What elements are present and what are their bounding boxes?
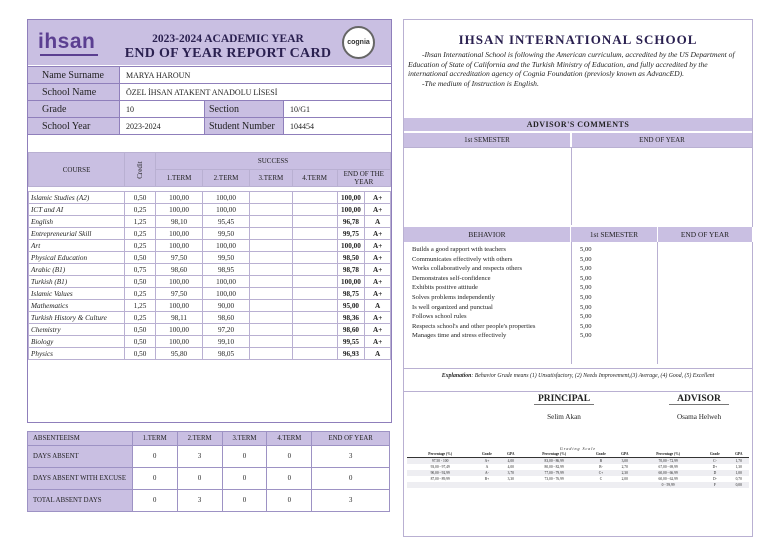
behavior-list [404, 246, 752, 342]
course-credit: 0,50 [125, 336, 156, 348]
attendance-cell: 0 [177, 468, 222, 490]
course-name: Chemistry [29, 324, 125, 336]
term1-header: 1.TERM [156, 170, 203, 187]
scale-cell: 4,00 [507, 465, 514, 469]
report-card-title: END OF YEAR REPORT CARD [124, 46, 332, 61]
course-term2: 100,00 [203, 276, 250, 288]
year-value: 2023-2024 [126, 121, 161, 131]
course-term2: 98,05 [203, 348, 250, 360]
course-term1: 100,00 [156, 276, 203, 288]
academic-year-title: 2023-2024 ACADEMIC YEAR [152, 33, 304, 45]
scale-cell: 1,30 [735, 465, 742, 469]
course-credit: 0,50 [125, 192, 156, 204]
scale-cell: 2,70 [621, 465, 628, 469]
course-row [29, 216, 391, 228]
course-row [29, 264, 391, 276]
course-term3 [250, 252, 293, 264]
attendance-row-label: DAYS ABSENT WITH EXCUSE [28, 468, 133, 490]
behavior-text: Exhibits positive attitude [412, 284, 478, 292]
school-label: School Name [28, 84, 120, 100]
behavior-score: 5,00 [580, 255, 592, 263]
att-term2-header: 2.TERM [177, 432, 222, 446]
course-row [29, 348, 391, 360]
course-letter: A+ [365, 240, 391, 252]
scale-cell: 87,00 - 89,99 [430, 477, 450, 481]
name-value: MARYA HAROUN [126, 70, 191, 80]
course-letter: A+ [365, 204, 391, 216]
course-term2: 97,20 [203, 324, 250, 336]
course-term2: 90,00 [203, 300, 250, 312]
report-card [27, 19, 392, 423]
course-term2: 99,10 [203, 336, 250, 348]
course-average: 99,75 [337, 228, 365, 240]
scale-cell [521, 482, 587, 488]
course-term3 [250, 276, 293, 288]
attendance-cell: 3 [177, 446, 222, 468]
behavior-row [404, 265, 752, 275]
course-term2: 100,00 [203, 204, 250, 216]
semester-header-row [404, 133, 752, 147]
behavior-score: 5,00 [580, 293, 592, 301]
course-term4 [292, 240, 337, 252]
course-name: Islamic Studies (A2) [29, 192, 125, 204]
comments-box [404, 147, 752, 225]
attendance-row-label: DAYS ABSENT [28, 446, 133, 468]
scale-cell: B [587, 458, 614, 465]
att-end-header: END OF YEAR [312, 432, 390, 446]
course-name: Islamic Values [29, 288, 125, 300]
scale-cell: D [701, 470, 728, 476]
course-term3 [250, 312, 293, 324]
course-term2: 100,00 [203, 192, 250, 204]
course-average: 100,00 [337, 276, 365, 288]
behavior-score: 5,00 [580, 332, 592, 340]
course-term3 [250, 216, 293, 228]
course-credit: 0,25 [125, 204, 156, 216]
scale-cell: 97.50 - 100 [407, 458, 473, 465]
attendance-cell: 0 [222, 446, 267, 468]
scale-header: GPA [729, 451, 749, 458]
course-average: 100,00 [337, 192, 365, 204]
scale-cell: A+ [473, 458, 500, 465]
scale-cell: 0,70 [735, 477, 742, 481]
scale-cell: D+ [712, 465, 718, 469]
course-credit: 0,50 [125, 348, 156, 360]
course-header: COURSE [29, 153, 125, 187]
course-term2: 98,95 [203, 264, 250, 276]
behavior-row [404, 313, 752, 323]
course-term1: 95,80 [156, 348, 203, 360]
name-label: Name Surname [28, 67, 120, 83]
scale-cell: 4,00 [501, 458, 521, 465]
behavior-row [404, 304, 752, 314]
course-average: 98,75 [337, 288, 365, 300]
end-year-header: END OF THE YEAR [337, 170, 390, 187]
scale-cell: 3,70 [501, 470, 521, 476]
course-letter: A+ [365, 192, 391, 204]
course-term3 [250, 204, 293, 216]
student-number-label: Student Number [204, 118, 284, 134]
attendance-row [28, 468, 390, 490]
section-value: 10/G1 [290, 104, 310, 114]
report-header [28, 20, 391, 65]
course-letter: A [365, 300, 391, 312]
course-average: 100,00 [337, 204, 365, 216]
scale-cell: 60,00 - 66,99 [635, 470, 701, 476]
success-header: SUCCESS [156, 153, 391, 170]
course-term2: 100,00 [203, 240, 250, 252]
course-name: Art [29, 240, 125, 252]
behavior-row [404, 284, 752, 294]
year-label: School Year [28, 118, 120, 134]
course-credit: 0,25 [125, 312, 156, 324]
advisor-title: ADVISOR [669, 394, 729, 405]
course-name: ICT and AI [29, 204, 125, 216]
course-row [29, 276, 391, 288]
course-credit: 0,75 [125, 264, 156, 276]
course-row [29, 192, 391, 204]
term2-header: 2.TERM [203, 170, 250, 187]
course-term1: 100,00 [156, 324, 203, 336]
grade-value: 10 [126, 104, 134, 114]
course-average: 100,00 [337, 240, 365, 252]
behavior-text: Works collaboratively and respects others [412, 265, 523, 273]
course-term1: 98,11 [156, 312, 203, 324]
scale-cell: 2,00 [621, 477, 628, 481]
course-row [29, 288, 391, 300]
scale-cell: C- [701, 458, 728, 465]
attendance-table [27, 431, 390, 512]
credit-header: Credit [125, 153, 156, 187]
behavior-sem1-header: 1st SEMESTER [571, 227, 658, 242]
attendance-cell: 0 [222, 468, 267, 490]
scale-cell: C [599, 477, 603, 481]
logo-underline [40, 54, 98, 56]
course-letter: A [365, 216, 391, 228]
course-average: 98,78 [337, 264, 365, 276]
course-term4 [292, 348, 337, 360]
behavior-text: Demonstrates self-confidence [412, 274, 491, 282]
student-number-value: 104454 [290, 121, 314, 131]
attendance-cell: 0 [132, 446, 177, 468]
course-name: Arabic (B1) [29, 264, 125, 276]
att-term1-header: 1.TERM [132, 432, 177, 446]
course-term4 [292, 336, 337, 348]
scale-cell: 0 - 59,99 [635, 482, 701, 488]
course-credit: 0,50 [125, 252, 156, 264]
behavior-text: Manages time and stress effectively [412, 332, 507, 340]
scale-cell [501, 482, 521, 488]
behavior-text: Communicates effectively with others [412, 255, 513, 263]
term4-header: 4.TERM [292, 170, 337, 187]
scale-cell: 93,00 - 97,49 [430, 465, 450, 469]
course-letter: A+ [365, 312, 391, 324]
course-term3 [250, 324, 293, 336]
signature-block [403, 391, 753, 537]
attendance-cell: 0 [267, 468, 312, 490]
course-credit: 1,25 [125, 216, 156, 228]
course-term3 [250, 228, 293, 240]
school-description [408, 50, 748, 88]
attendance-cell: 0 [267, 446, 312, 468]
behavior-score: 5,00 [580, 284, 592, 292]
behavior-score: 5,00 [580, 246, 592, 253]
attendance-cell: 3 [177, 490, 222, 512]
scale-cell: A- [473, 470, 500, 476]
school-value: ÖZEL İHSAN ATAKENT ANADOLU LİSESİ [126, 87, 278, 97]
scale-cell [407, 482, 473, 488]
grading-scale-table [407, 451, 749, 488]
course-credit: 0,25 [125, 240, 156, 252]
attendance-cell: 0 [222, 490, 267, 512]
scale-cell: 67,00 - 69,99 [658, 465, 678, 469]
course-letter: A+ [365, 276, 391, 288]
behavior-header-row [404, 227, 752, 242]
year-row [28, 117, 391, 135]
course-term3 [250, 336, 293, 348]
behavior-score: 5,00 [580, 322, 592, 330]
course-row [29, 228, 391, 240]
behavior-row [404, 246, 752, 256]
scale-cell: 90,00 - 92,99 [407, 470, 473, 476]
scale-cell [473, 482, 500, 488]
advisor-comments-header: ADVISOR'S COMMENTS [404, 118, 752, 131]
course-term4 [292, 228, 337, 240]
course-term1: 98,60 [156, 264, 203, 276]
behavior-row [404, 323, 752, 333]
course-term3 [250, 348, 293, 360]
behavior-score: 5,00 [580, 265, 592, 273]
course-letter: A+ [365, 228, 391, 240]
section-label: Section [204, 101, 284, 117]
scale-cell: 73,00 - 76,99 [544, 477, 564, 481]
course-term1: 100,00 [156, 228, 203, 240]
scale-cell: B- [599, 465, 603, 469]
course-name: Biology [29, 336, 125, 348]
course-term2: 95,45 [203, 216, 250, 228]
ihsan-logo: ihsan [38, 30, 96, 53]
attendance-cell: 3 [312, 446, 390, 468]
course-name: English [29, 216, 125, 228]
scale-cell: 83,00 - 86,99 [521, 458, 587, 465]
behavior-row [404, 256, 752, 266]
scale-cell: 3,30 [507, 477, 514, 481]
scale-cell: 70,00 - 72,99 [635, 458, 701, 465]
absenteeism-header: ABSENTEEISM [28, 432, 133, 446]
course-average: 98,60 [337, 324, 365, 336]
course-name: Turkish (B1) [29, 276, 125, 288]
scale-cell: B+ [484, 477, 490, 481]
attendance-cell: 0 [312, 468, 390, 490]
behavior-text: Follows school rules [412, 313, 467, 321]
course-term4 [292, 252, 337, 264]
att-term3-header: 3.TERM [222, 432, 267, 446]
course-term4 [292, 192, 337, 204]
course-credit: 0,25 [125, 228, 156, 240]
course-credit: 0,50 [125, 324, 156, 336]
course-name: Turkish History & Culture [29, 312, 125, 324]
attendance-row [28, 446, 390, 468]
scale-header: Grade [701, 451, 728, 458]
course-term3 [250, 264, 293, 276]
term3-header: 3.TERM [250, 170, 293, 187]
medium-of-instruction-text: -The medium of Instruction is English. [422, 78, 539, 88]
scale-cell: 2,30 [615, 470, 635, 476]
behavior-text: Solves problems independently [412, 293, 495, 301]
course-term1: 100,00 [156, 300, 203, 312]
course-average: 95,00 [337, 300, 365, 312]
course-term4 [292, 276, 337, 288]
scale-cell: D- [713, 477, 717, 481]
accreditation-text: -Ihsan International School is following the American curriculum, accredited by the US Department of Education of State of California and the Turkish Ministry of Education, and fully accredited by the international accreditation agency of Cognia Foundation (previosly known as AdvancED). [408, 50, 735, 78]
behavior-row [404, 294, 752, 304]
grades-table [28, 152, 391, 360]
course-average: 96,93 [337, 348, 365, 360]
scale-cell: F [701, 482, 728, 488]
course-term1: 98,10 [156, 216, 203, 228]
course-letter: A+ [365, 252, 391, 264]
course-term2: 99,50 [203, 228, 250, 240]
course-credit: 0,50 [125, 276, 156, 288]
explanation-text: : Behavior Grade means (1) Unsatisfactory, (2) Needs Improvement,(3) Average, (4) Good, (5) Excellent [471, 373, 715, 379]
course-row [29, 204, 391, 216]
course-term1: 100,00 [156, 336, 203, 348]
course-term4 [292, 216, 337, 228]
behavior-row [404, 275, 752, 285]
scale-cell: C+ [587, 470, 614, 476]
attendance-row [28, 490, 390, 512]
course-term1: 97,50 [156, 288, 203, 300]
course-letter: A+ [365, 264, 391, 276]
course-row [29, 324, 391, 336]
course-term4 [292, 264, 337, 276]
scale-row [407, 482, 749, 488]
behavior-header: BEHAVIOR [404, 227, 571, 242]
course-term3 [250, 300, 293, 312]
scale-cell: 0,00 [729, 482, 749, 488]
course-term2: 98,60 [203, 312, 250, 324]
grade-row [28, 100, 391, 117]
school-row [28, 83, 391, 100]
scale-header: Percentage (%) [635, 451, 701, 458]
grading-scale-title: Grading Scale [559, 446, 597, 451]
course-name: Entrepreneurial Skill [29, 228, 125, 240]
behavior-end-header: END OF YEAR [658, 227, 753, 242]
behavior-text: Is well organized and punctual [412, 303, 493, 311]
course-term3 [250, 192, 293, 204]
course-term4 [292, 204, 337, 216]
advisor-name: Osama Helweh [676, 413, 722, 421]
scale-cell: 60,00 - 62,99 [658, 477, 678, 481]
behavior-score: 5,00 [580, 313, 592, 321]
behavior-text: Builds a good rapport with teachers [412, 246, 506, 253]
behavior-text: Respects school's and other people's properties [412, 322, 536, 330]
course-letter: A+ [365, 288, 391, 300]
course-credit: 0,25 [125, 288, 156, 300]
course-term4 [292, 288, 337, 300]
behavior-score: 5,00 [580, 303, 592, 311]
scale-header: Grade [473, 451, 500, 458]
attendance-cell: 0 [132, 490, 177, 512]
scale-cell [615, 482, 635, 488]
course-term1: 97,50 [156, 252, 203, 264]
cognia-seal-icon: cognia [342, 26, 375, 59]
principal-title: PRINCIPAL [534, 394, 594, 405]
explanation-label: Explanation [441, 373, 472, 379]
end-year-comment-header: END OF YEAR [572, 133, 752, 147]
scale-cell: 1,00 [729, 470, 749, 476]
scale-header: Percentage (%) [407, 451, 473, 458]
name-row [28, 66, 391, 83]
school-info-panel [403, 19, 753, 414]
course-average: 98,36 [337, 312, 365, 324]
school-title: IHSAN INTERNATIONAL SCHOOL [458, 32, 698, 47]
scale-cell: A [485, 465, 489, 469]
scale-header: GPA [501, 451, 521, 458]
attendance-cell: 0 [132, 468, 177, 490]
course-name: Physics [29, 348, 125, 360]
course-row [29, 240, 391, 252]
sem1-header: 1st SEMESTER [404, 133, 570, 147]
course-row [29, 336, 391, 348]
grade-label: Grade [28, 101, 120, 117]
course-letter: A+ [365, 336, 391, 348]
course-average: 98,50 [337, 252, 365, 264]
course-term1: 100,00 [156, 240, 203, 252]
course-term1: 100,00 [156, 204, 203, 216]
attendance-row-label: TOTAL ABSENT DAYS [28, 490, 133, 512]
course-term4 [292, 300, 337, 312]
course-term3 [250, 288, 293, 300]
scale-header: Percentage (%) [521, 451, 587, 458]
scale-cell: 80,00 - 82,99 [544, 465, 564, 469]
course-term4 [292, 324, 337, 336]
course-letter: A+ [365, 324, 391, 336]
scale-cell [587, 482, 614, 488]
course-term4 [292, 312, 337, 324]
course-term2: 100,00 [203, 288, 250, 300]
behavior-explanation [404, 368, 752, 379]
principal-name: Selim Akan [547, 413, 581, 421]
scale-header: Grade [587, 451, 614, 458]
att-term4-header: 4.TERM [267, 432, 312, 446]
course-term1: 100,00 [156, 192, 203, 204]
scale-cell: 77,00 - 79,99 [521, 470, 587, 476]
course-row [29, 312, 391, 324]
course-letter: A [365, 348, 391, 360]
course-average: 96,78 [337, 216, 365, 228]
scale-cell: 3,00 [615, 458, 635, 465]
course-term2: 99,50 [203, 252, 250, 264]
scale-header: GPA [615, 451, 635, 458]
behavior-score: 5,00 [580, 274, 592, 282]
scale-cell: 1,70 [729, 458, 749, 465]
course-name: Mathematics [29, 300, 125, 312]
attendance-cell: 0 [267, 490, 312, 512]
course-term3 [250, 240, 293, 252]
course-name: Physical Education [29, 252, 125, 264]
attendance-cell: 3 [312, 490, 390, 512]
course-average: 99,55 [337, 336, 365, 348]
course-row [29, 252, 391, 264]
course-row [29, 300, 391, 312]
behavior-row [404, 332, 752, 342]
course-credit: 1,25 [125, 300, 156, 312]
